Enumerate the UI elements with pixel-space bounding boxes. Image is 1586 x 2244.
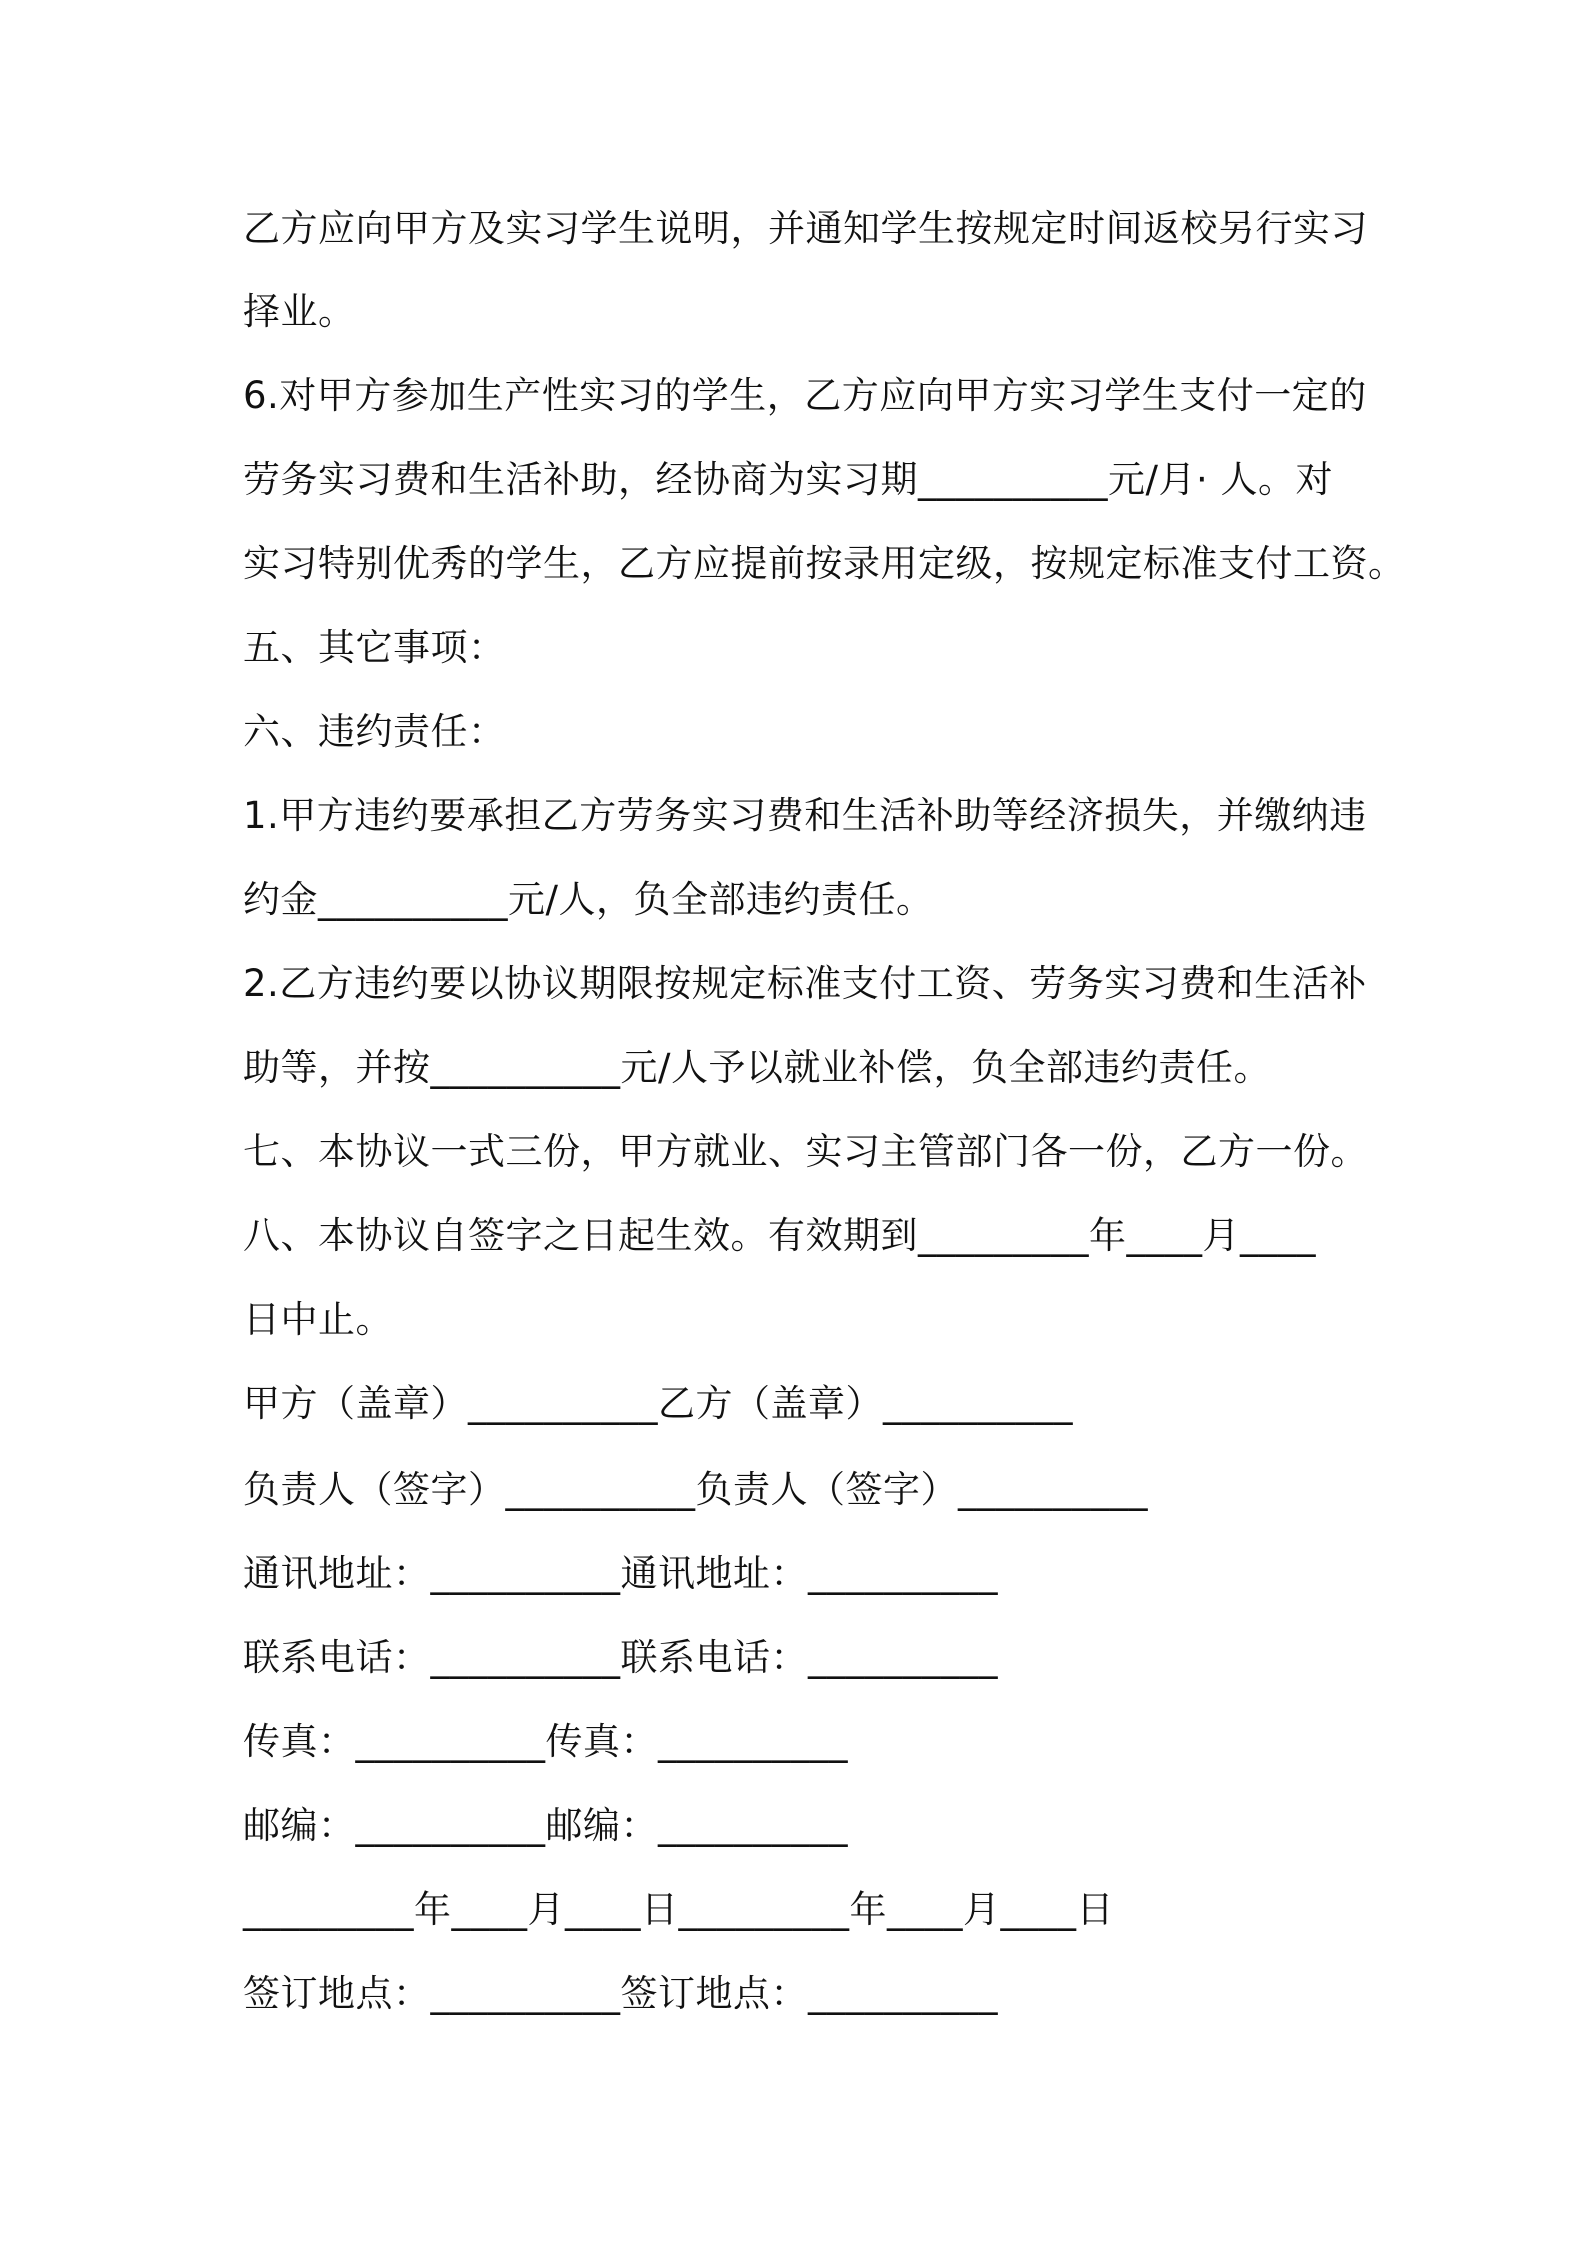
fax-line: 传真：__________传真：__________ <box>243 1720 848 1763</box>
section-8-line: 八、本协议自签字之日起生效。有效期到_________年____月____ <box>243 1214 1316 1257</box>
paragraph-line: 乙方应向甲方及实习学生说明，并通知学生按规定时间返校另行实习 <box>243 207 1368 250</box>
section-5-heading: 五、其它事项： <box>243 626 506 669</box>
paragraph-line: 择业。 <box>243 290 356 333</box>
paragraph-line: 约金__________元/人，负全部违约责任。 <box>243 878 934 921</box>
section-6-heading: 六、违约责任： <box>243 710 506 753</box>
section-7-line: 七、本协议一式三份，甲方就业、实习主管部门各一份，乙方一份。 <box>243 1130 1368 1173</box>
date-line: _________年____月____日_________年____月____日 <box>243 1888 1114 1931</box>
paragraph-line: 日中止。 <box>243 1298 393 1341</box>
signing-place-line: 签订地点：__________签订地点：__________ <box>243 1972 998 2015</box>
paragraph-line: 劳务实习费和生活补助，经协商为实习期__________元/月· 人。对 <box>243 458 1333 501</box>
seal-line: 甲方（盖章）__________乙方（盖章）__________ <box>243 1382 1073 1425</box>
signature-line: 负责人（签字）__________负责人（签字）__________ <box>243 1468 1148 1511</box>
paragraph-line: 实习特别优秀的学生，乙方应提前按录用定级，按规定标准支付工资。 <box>243 542 1406 585</box>
clause-1-line: 1.甲方违约要承担乙方劳务实习费和生活补助等经济损失，并缴纳违 <box>243 794 1367 837</box>
clause-6-line: 6.对甲方参加生产性实习的学生，乙方应向甲方实习学生支付一定的 <box>243 374 1367 417</box>
phone-line: 联系电话：__________联系电话：__________ <box>243 1636 998 1679</box>
address-line: 通讯地址：__________通讯地址：__________ <box>243 1552 998 1595</box>
clause-2-line: 2.乙方违约要以协议期限按规定标准支付工资、劳务实习费和生活补 <box>243 962 1367 1005</box>
paragraph-line: 助等，并按__________元/人予以就业补偿，负全部违约责任。 <box>243 1046 1271 1089</box>
postcode-line: 邮编：__________邮编：__________ <box>243 1804 848 1847</box>
